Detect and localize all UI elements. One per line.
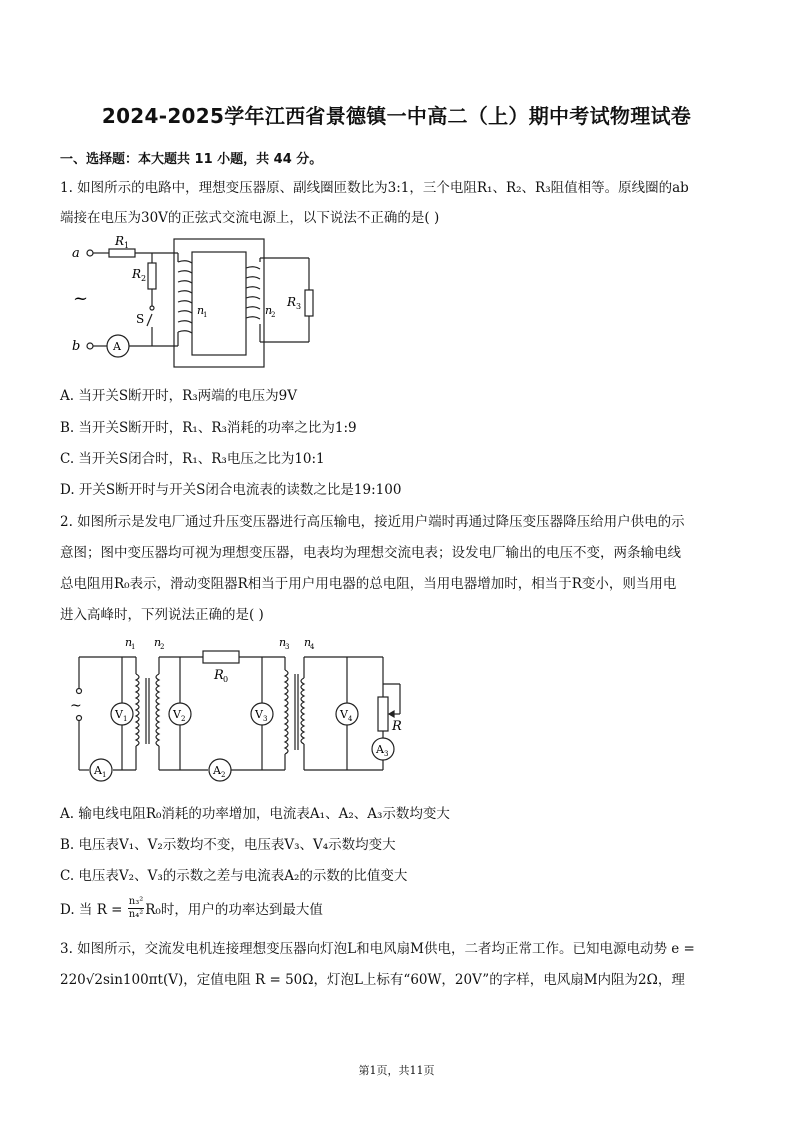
n2-label: n — [154, 636, 162, 649]
q2-option-c: C. 电压表V₂、V₃的示数之差与电流表A₂的示数的比值变大 — [60, 868, 408, 884]
q2-option-d-prefix: D. 当 R = — [60, 902, 123, 918]
v2-subscript: 2 — [181, 715, 186, 723]
page-footer: 第1页，共11页 — [358, 1064, 435, 1077]
n1-subscript: 1 — [131, 643, 136, 651]
v1-label: V — [115, 708, 123, 721]
r0-subscript: 0 — [223, 675, 229, 684]
v1-subscript: 1 — [123, 715, 128, 723]
n1-label: n — [197, 304, 205, 317]
q2-option-b: B. 电压表V₁、V₂示数均不变，电压表V₃、V₄示数均变大 — [60, 837, 396, 853]
r-label: R — [392, 719, 402, 734]
q2-option-a: A. 输电线电阻R₀消耗的功率增加，电流表A₁、A₂、A₃示数均变大 — [60, 806, 450, 822]
n3-subscript: 3 — [285, 643, 290, 651]
r1-subscript: 1 — [124, 241, 130, 250]
r3-subscript: 3 — [296, 302, 302, 311]
n3-label: n — [279, 636, 287, 649]
v4-subscript: 4 — [348, 715, 353, 723]
q3-stem-line-2: 220√2sin100πt(V)，定值电阻 R = 50Ω，灯泡L上标有“60W，20V”的字样，电风扇M内阻为2Ω，理 — [60, 972, 685, 988]
q2-stem-line-1: 2. 如图所示是发电厂通过升压变压器进行高压输电，接近用户端时再通过降压变压器降压给用户供电的示 — [60, 514, 685, 530]
n2-subscript: 2 — [271, 311, 276, 319]
q1-stem-line-1: 1. 如图所示的电路中，理想变压器原、副线圈匝数比为3:1，三个电阻R₁、R₂、R₃阻值相等。原线圈的ab — [60, 180, 689, 196]
page-title: 2024-2025学年江西省景德镇一中高二（上）期中考试物理试卷 — [101, 104, 692, 128]
n4-subscript: 4 — [310, 643, 315, 651]
v2-label: V — [173, 708, 181, 721]
v3-label: V — [255, 708, 263, 721]
r3-label: R — [287, 295, 297, 309]
q1-option-d: D. 开关S断开时与开关S闭合电流表的读数之比是19:100 — [60, 482, 402, 498]
v3-subscript: 3 — [263, 715, 268, 723]
fraction-denominator: n₄² — [128, 909, 144, 920]
q1-option-c: C. 当开关S闭合时，R₁、R₃电压之比为10:1 — [60, 451, 325, 467]
q2-transmission-diagram — [68, 632, 413, 784]
a2-label: A — [213, 764, 221, 777]
q3-stem-line-1: 3. 如图所示，交流发电机连接理想变压器向灯泡L和电风扇M供电，二者均正常工作。已知电源电动势 e = — [60, 941, 695, 957]
a3-label: A — [376, 743, 384, 756]
r2-subscript: 2 — [141, 274, 147, 283]
ac-source-symbol: ~ — [70, 698, 82, 714]
q2-stem-line-4: 进入高峰时，下列说法正确的是( ) — [60, 607, 264, 623]
q2-option-d-suffix: R₀时，用户的功率达到最大值 — [145, 902, 323, 918]
q2-stem-line-3: 总电阻用R₀表示，滑动变阻器R相当于用户用电器的总电阻，当用电器增加时，相当于R变小，则当用电 — [60, 576, 677, 592]
r0-label: R — [214, 668, 224, 683]
turns-ratio-fraction — [128, 896, 144, 921]
q1-option-b: B. 当开关S断开时，R₁、R₃消耗的功率之比为1:9 — [60, 420, 357, 436]
n1-subscript: 1 — [203, 311, 208, 319]
n4-label: n — [304, 636, 312, 649]
a2-subscript: 2 — [221, 771, 226, 779]
a1-subscript: 1 — [102, 771, 107, 779]
section-heading: 一、选择题：本大题共 11 小题，共 44 分。 — [60, 152, 323, 167]
q2-option-d — [60, 898, 323, 923]
fraction-numerator: n₃² — [128, 896, 144, 907]
terminal-a-label: a — [72, 246, 80, 261]
terminal-b-label: b — [72, 339, 81, 354]
n2-label: n — [265, 304, 273, 317]
a3-subscript: 3 — [384, 750, 389, 758]
q2-stem-line-2: 意图；图中变压器均可视为理想变压器，电表均为理想交流电表；设发电厂输出的电压不变，两条输电线 — [60, 545, 681, 561]
q1-circuit-diagram — [68, 226, 330, 374]
r1-label: R — [115, 234, 125, 248]
r2-label: R — [132, 267, 142, 281]
ammeter-label: A — [113, 340, 121, 353]
v4-label: V — [340, 708, 348, 721]
a1-label: A — [94, 764, 102, 777]
n2-subscript: 2 — [160, 643, 165, 651]
ac-source-symbol: ~ — [73, 288, 89, 309]
q1-stem-line-2: 端接在电压为30V的正弦式交流电源上，以下说法不正确的是( ) — [60, 210, 440, 226]
q1-option-a: A. 当开关S断开时，R₃两端的电压为9V — [60, 388, 297, 404]
n1-label: n — [125, 636, 133, 649]
switch-label: S — [136, 312, 145, 326]
